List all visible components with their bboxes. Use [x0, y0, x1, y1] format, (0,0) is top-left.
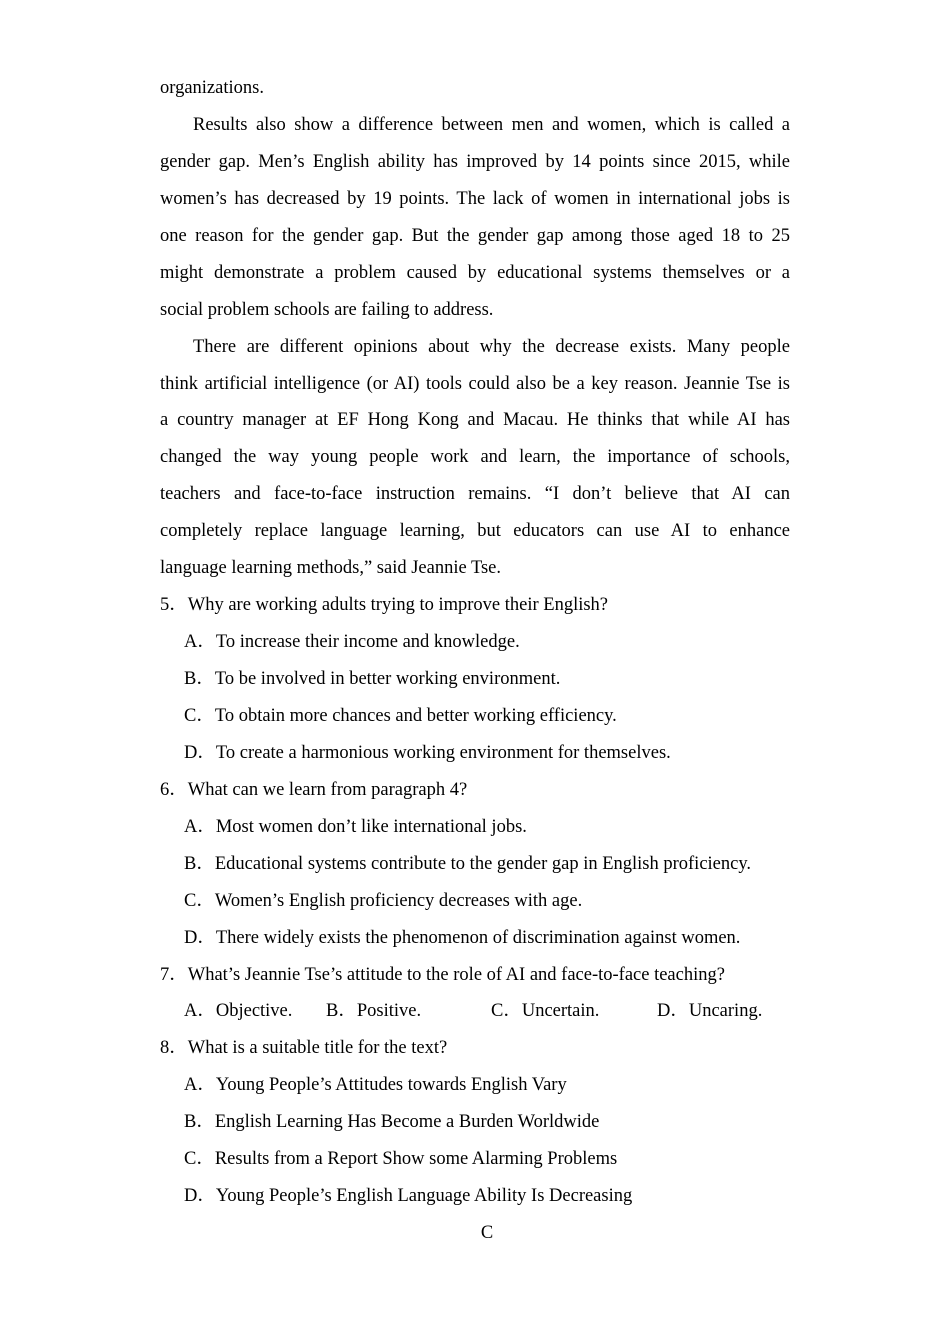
text-line: changed the way young people work and learn, the importance of schools,: [160, 447, 790, 468]
text-line: one reason for the gender gap. But the gender gap among those aged 18 to 25: [160, 225, 790, 246]
option-a: A．Most women don’t like international jobs.: [184, 816, 527, 837]
question-7: [160, 961, 790, 1035]
option-c: C．Uncertain.: [491, 1001, 600, 1022]
question-stem: 6．What can we learn from paragraph 4?: [160, 779, 468, 800]
text-line: think artificial intelligence (or AI) tools could also be a key reason. Jeannie Tse is: [160, 373, 790, 394]
text-line: Results also show a difference between men and women, which is called a: [193, 114, 790, 135]
text-line: women’s has decreased by 19 points. The lack of women in international jobs is: [160, 188, 790, 209]
option-d: D．Uncaring.: [657, 1001, 763, 1022]
text-line: language learning methods,” said Jeannie Tse.: [160, 558, 502, 579]
option-c: C．Results from a Report Show some Alarming Problems: [184, 1149, 618, 1170]
text-line: a country manager at EF Hong Kong and Macau. He thinks that while AI has: [160, 410, 790, 431]
text-line: completely replace language learning, but educators can use AI to enhance: [160, 521, 790, 542]
option-d: D．Young People’s English Language Ability Is Decreasing: [184, 1186, 633, 1207]
option-b: B．To be involved in better working environment.: [184, 669, 561, 689]
option-b: B．Educational systems contribute to the gender gap in English proficiency.: [184, 853, 752, 874]
text-line: There are different opinions about why the decrease exists. Many people: [193, 336, 790, 357]
option-b: B．English Learning Has Become a Burden Worldwide: [184, 1112, 600, 1133]
question-8: [160, 1034, 790, 1219]
question-6: [160, 776, 790, 961]
question-5: [160, 591, 790, 776]
option-a: A．Objective.: [184, 1001, 293, 1022]
option-d: D．There widely exists the phenomenon of discrimination against women.: [184, 927, 741, 948]
option-a: A．Young People’s Attitudes towards English Vary: [184, 1075, 567, 1096]
option-a: A．To increase their income and knowledge.: [184, 632, 520, 653]
paragraph-1: [160, 74, 790, 111]
option-b: B．Positive.: [326, 1001, 422, 1022]
option-d: D．To create a harmonious working environment for themselves.: [184, 742, 671, 763]
text-line: organizations.: [160, 78, 264, 98]
question-stem: 5．Why are working adults trying to improve their English?: [160, 595, 609, 616]
option-c: C．Women’s English proficiency decreases with age.: [184, 890, 583, 911]
document-page: [160, 74, 790, 1256]
question-stem: 7．What’s Jeannie Tse’s attitude to the role of AI and face-to-face teaching?: [160, 964, 725, 985]
text-line: teachers and face-to-face instruction remains. “I don’t believe that AI can: [160, 484, 790, 505]
text-line: gender gap. Men’s English ability has improved by 14 points since 2015, while: [160, 151, 790, 172]
paragraph-2: [160, 111, 790, 333]
paragraph-3: [160, 333, 790, 592]
text-line: social problem schools are failing to address.: [160, 299, 494, 320]
options-row: [160, 997, 790, 1034]
section-heading: C: [480, 1223, 494, 1244]
option-c: C．To obtain more chances and better working efficiency.: [184, 705, 617, 726]
text-line: might demonstrate a problem caused by educational systems themselves or a: [160, 262, 790, 283]
question-stem: 8．What is a suitable title for the text?: [160, 1038, 448, 1059]
